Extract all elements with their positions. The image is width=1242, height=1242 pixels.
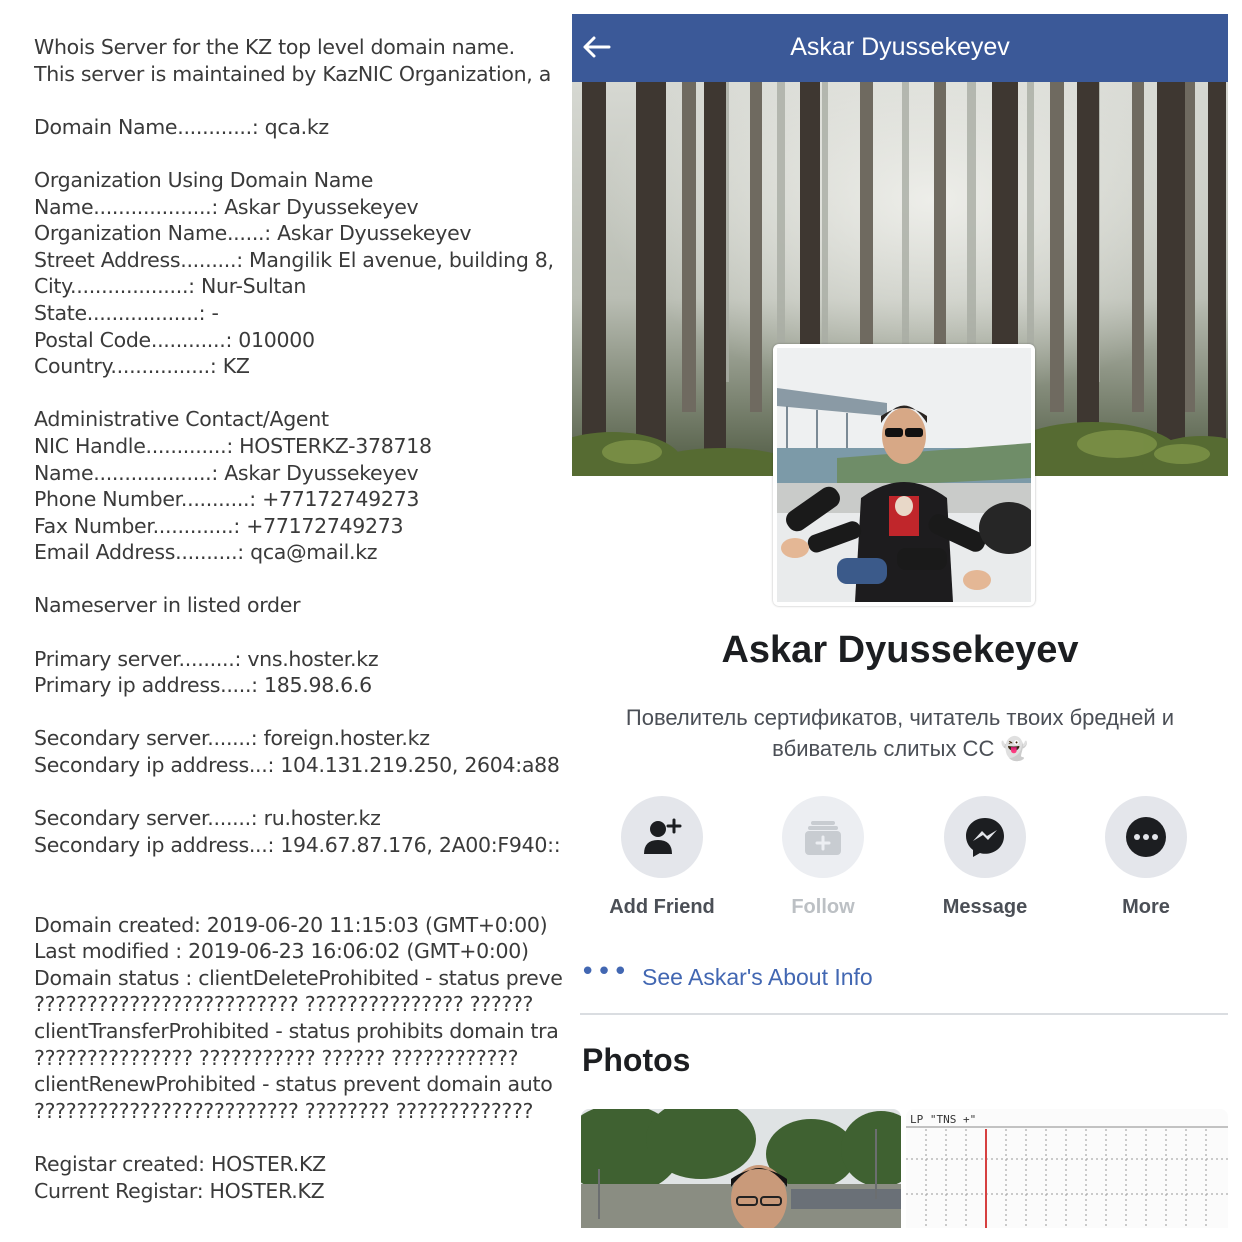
whois-line: Organization Name......: Askar Dyussekeyev (34, 221, 472, 246)
whois-line: State..................: - (34, 300, 219, 325)
whois-line: Secondary server.......: ru.hoster.kz (34, 806, 381, 831)
message-label: Message (942, 896, 1028, 918)
follow-label: Follow (791, 896, 855, 918)
whois-line: Name...................: Askar Dyussekeyev (34, 194, 419, 219)
more-button[interactable] (1066, 796, 1226, 919)
whois-line (34, 380, 564, 407)
add-friend-label: Add Friend (609, 896, 715, 918)
about-link-label: See Askar's About Info (642, 963, 873, 990)
follow-icon (801, 815, 845, 859)
whois-line: Domain Name............: qca.kz (34, 114, 329, 139)
whois-line: Street Address.........: Mangilik El avenue, building 8, (34, 247, 554, 272)
bio-line-1: Повелитель сертификатов, читатель твоих бредней и (625, 705, 1175, 730)
message-button[interactable] (905, 796, 1065, 919)
see-about-info-link[interactable] (580, 957, 1220, 994)
whois-line: Domain status : clientDeleteProhibited - status preve (34, 965, 563, 990)
whois-line: NIC Handle.............: HOSTERKZ-378718 (34, 433, 432, 458)
profile-picture[interactable] (773, 344, 1035, 606)
whois-line: Secondary server.......: foreign.hoster.kz (34, 726, 430, 751)
whois-record (34, 34, 564, 1214)
whois-line: Postal Code............: 010000 (34, 327, 315, 352)
whois-line: Organization Using Domain Name (34, 167, 374, 192)
whois-line (34, 87, 564, 114)
whois-line: ????????????????????????? ???????? ????????????? (34, 1098, 534, 1123)
photo-thumbnail-1[interactable] (581, 1109, 901, 1228)
whois-line (34, 1124, 564, 1151)
whois-line: Fax Number.............: +77172749273 (34, 513, 404, 538)
photo2-caption: LP "TNS +" (910, 1113, 977, 1126)
more-label: More (1122, 896, 1170, 918)
messenger-icon (963, 815, 1007, 859)
facebook-profile (572, 14, 1228, 1228)
whois-line: Name...................: Askar Dyussekeyev (34, 460, 419, 485)
whois-line (34, 699, 564, 726)
whois-line (34, 566, 564, 593)
whois-line: Last modified : 2019-06-23 16:06:02 (GMT+0:00) (34, 939, 529, 964)
whois-line: Primary ip address.....: 185.98.6.6 (34, 673, 372, 698)
whois-line: Domain created: 2019-06-20 11:15:03 (GMT+0:00) (34, 912, 548, 937)
whois-line: Phone Number...........: +77172749273 (34, 487, 420, 512)
whois-line (34, 140, 564, 167)
whois-line (34, 619, 564, 646)
whois-line: Secondary ip address...: 104.131.219.250, 2604:a88 (34, 753, 560, 778)
whois-line: ??????????????? ??????????? ?????? ???????????? (34, 1045, 519, 1070)
photos-heading: Photos (582, 1042, 691, 1078)
whois-line: Current Registar: HOSTER.KZ (34, 1178, 325, 1203)
app-header (572, 14, 1228, 82)
whois-line: ????????????????????????? ??????????????? ?????? (34, 992, 534, 1017)
whois-line: clientRenewProhibited - status prevent domain auto (34, 1072, 553, 1097)
whois-line: Country................: KZ (34, 354, 250, 379)
header-title: Askar Dyussekeyev (790, 33, 1010, 61)
whois-line: clientTransferProhibited - status prohibits domain tra (34, 1018, 559, 1043)
add-friend-icon (641, 816, 683, 858)
whois-line (34, 858, 564, 885)
profile-bio (592, 702, 1208, 764)
whois-line (34, 779, 564, 806)
more-icon (1125, 816, 1167, 858)
whois-line: Whois Server for the KZ top level domain name. (34, 35, 515, 59)
whois-line (34, 885, 564, 912)
whois-line: Secondary ip address...: 194.67.87.176, 2A00:F940:: (34, 832, 561, 857)
whois-line: Email Address..........: qca@mail.kz (34, 540, 378, 565)
section-divider (580, 1013, 1228, 1015)
profile-actions (572, 796, 1228, 916)
bio-line-2: вбиватель слитых СС 👻 (772, 736, 1028, 761)
follow-button[interactable] (743, 796, 903, 919)
add-friend-button[interactable] (582, 796, 742, 919)
whois-line: Administrative Contact/Agent (34, 407, 329, 432)
whois-line: Nameserver in listed order (34, 593, 301, 618)
profile-name: Askar Dyussekeyev (721, 629, 1079, 671)
whois-line: Primary server.........: vns.hoster.kz (34, 646, 379, 671)
ellipsis-icon: ••• (580, 957, 630, 987)
whois-line: This server is maintained by KazNIC Organization, a (34, 61, 551, 86)
whois-line: Registar created: HOSTER.KZ (34, 1151, 326, 1176)
whois-line: City...................: Nur-Sultan (34, 274, 307, 299)
photo-thumbnail-2[interactable] (906, 1109, 1228, 1228)
